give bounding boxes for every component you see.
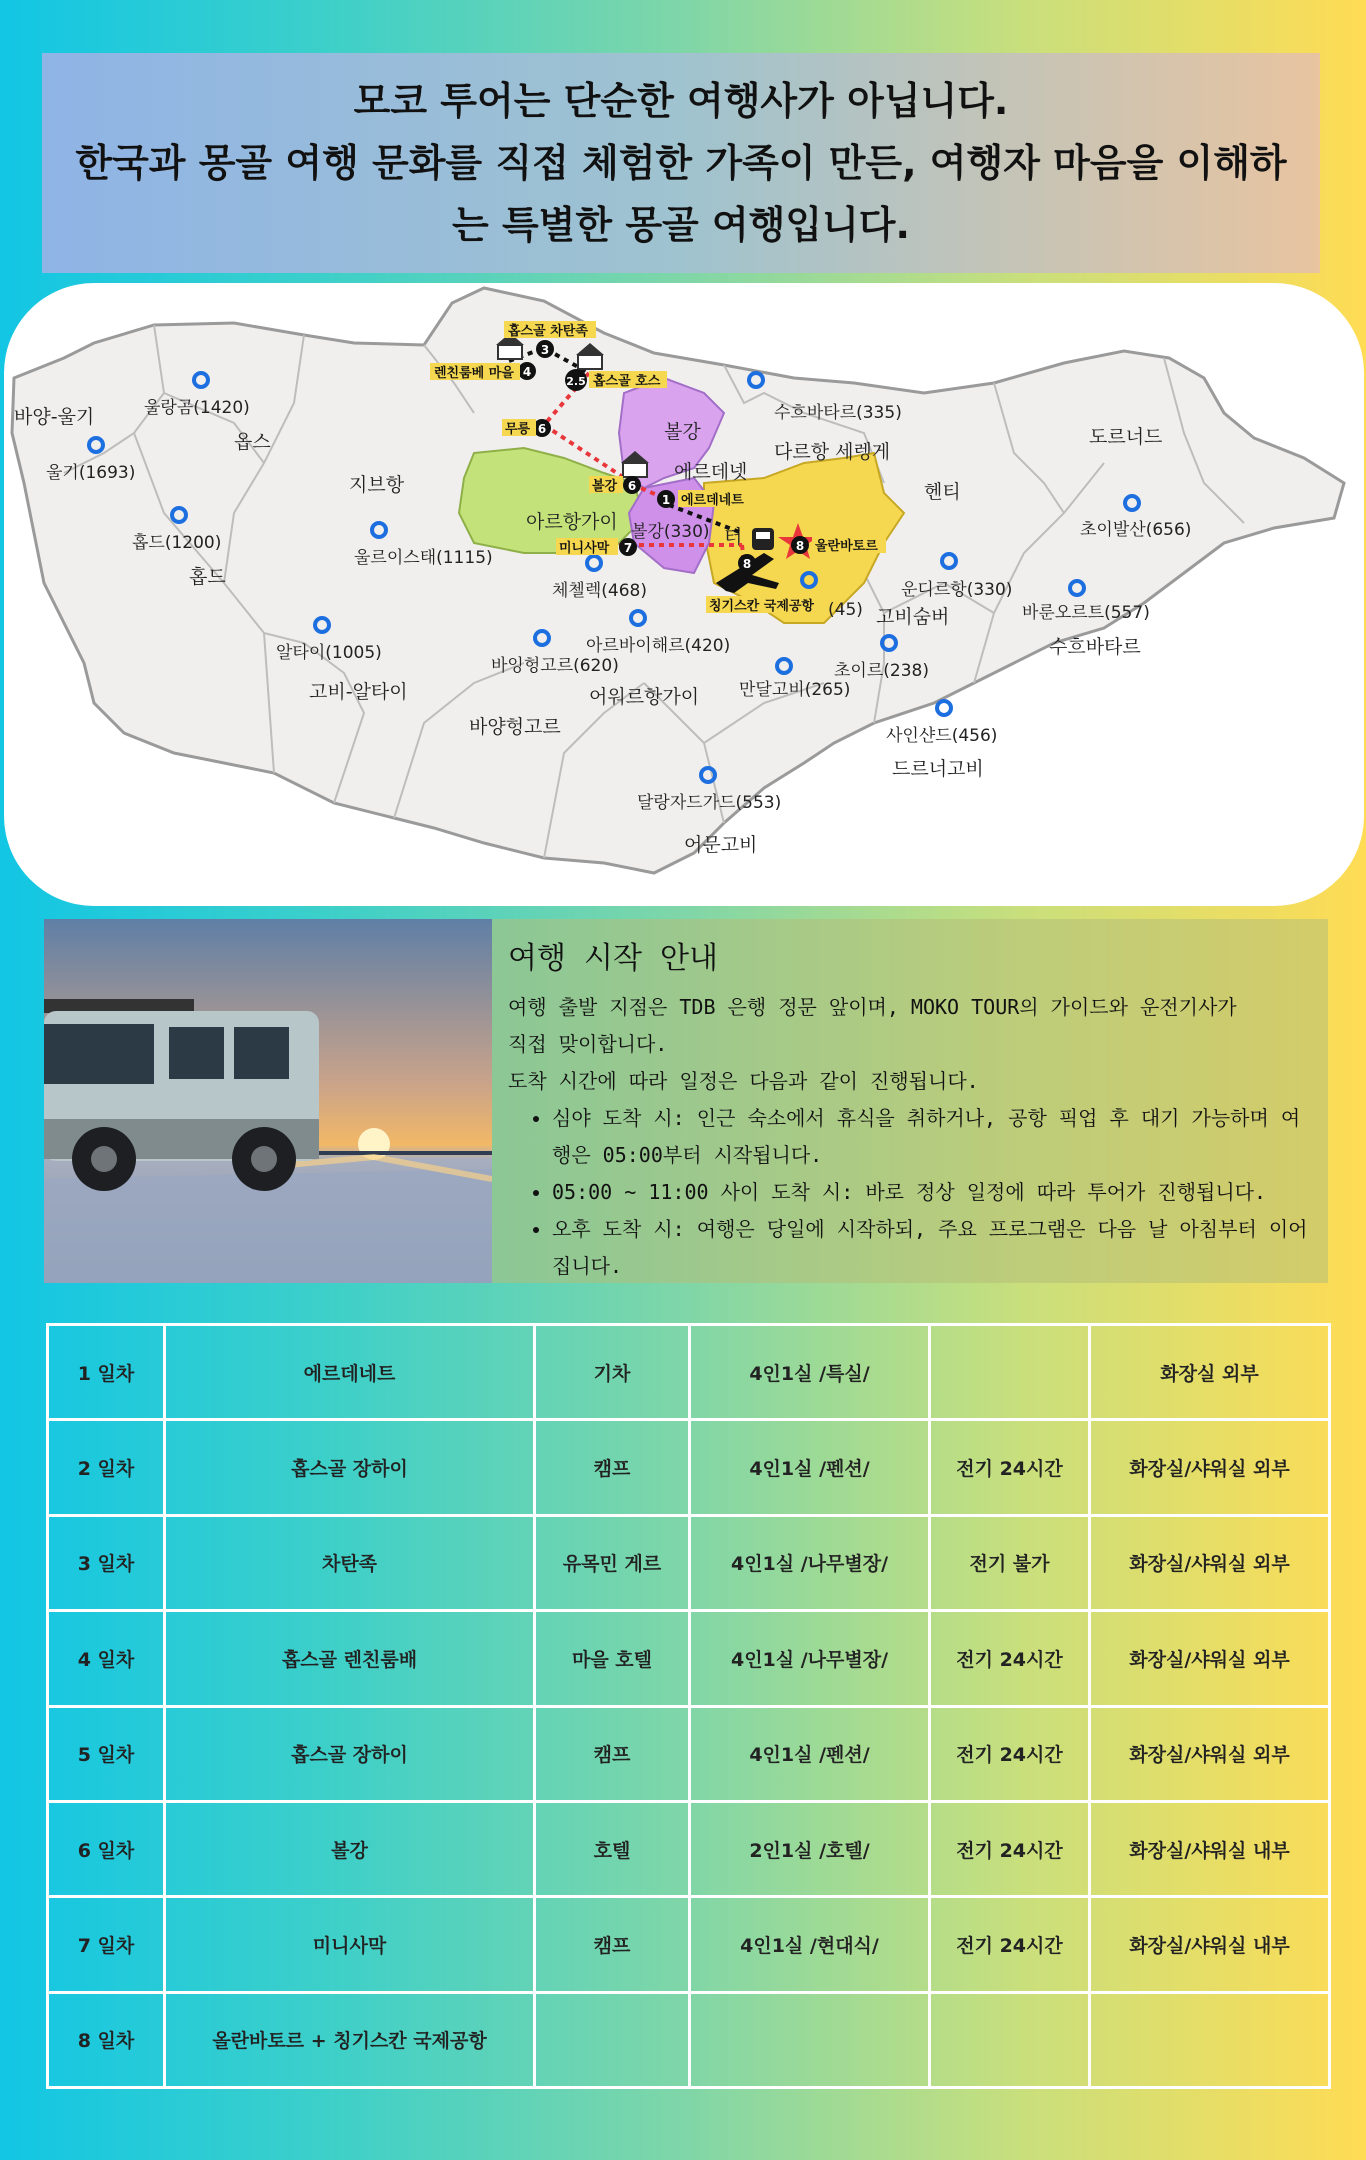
lodging-type-cell: 마을 호텔 bbox=[535, 1611, 690, 1706]
train-icon bbox=[752, 528, 774, 550]
city-label-undurkhaan: 운디르항(330) bbox=[901, 580, 1013, 600]
day-cell: 2 일차 bbox=[48, 1420, 165, 1515]
day-cell: 4 일차 bbox=[48, 1611, 165, 1706]
destination-cell: 미니사막 bbox=[165, 1897, 535, 1992]
electricity-cell: 전기 24시간 bbox=[930, 1611, 1090, 1706]
electricity-cell: 전기 24시간 bbox=[930, 1420, 1090, 1515]
badge-6-bulgan bbox=[623, 476, 641, 494]
room-cell: 4인1실 /나무별장/ bbox=[690, 1515, 930, 1610]
room-cell: 4인1실 /펜션/ bbox=[690, 1420, 930, 1515]
arrival-afternoon-line-1: 오후 도착 시: 여행은 당일에 시작하되, 주요 프로그램은 다음 날 아침부터 이어 bbox=[552, 1217, 1308, 1241]
electricity-cell: 전기 24시간 bbox=[930, 1801, 1090, 1896]
badge-4-text: 4 bbox=[522, 365, 532, 379]
table-row bbox=[48, 1325, 1330, 1420]
city-label-altai: 알타이(1005) bbox=[276, 643, 382, 663]
region-label-sukhbaatar: 수흐바타르 bbox=[1049, 636, 1141, 658]
region-label-selenge: 다르항 세렝게 bbox=[774, 441, 891, 463]
banner-line-1: 모코 투어는 단순한 여행사가 아닙니다. bbox=[353, 79, 1009, 123]
region-label-dornod: 도르너드 bbox=[1089, 426, 1163, 448]
day-cell: 8 일차 bbox=[48, 1992, 165, 2087]
city-label-zuunmod: (45) bbox=[828, 600, 863, 620]
city-label-choir: 초이르(238) bbox=[834, 661, 929, 681]
destination-cell: 에르데네트 bbox=[165, 1325, 535, 1420]
lodging-type-cell: 기차 bbox=[535, 1325, 690, 1420]
table-row bbox=[48, 1801, 1330, 1896]
arrival-morning-text: 05:00 ~ 11:00 사이 도착 시: 바로 정상 일정에 따라 투어가 진행됩니다. bbox=[552, 1180, 1267, 1204]
bathroom-cell: 화장실/샤워실 외부 bbox=[1090, 1515, 1330, 1610]
city-label-dalanzadgad: 달랑자드가드(553) bbox=[637, 793, 782, 813]
badge-3-text: 3 bbox=[540, 343, 550, 357]
badge-8-ub-text: 8 bbox=[795, 539, 805, 553]
region-label-govisumber: 고비숨버 bbox=[876, 606, 950, 628]
table-row bbox=[48, 1515, 1330, 1610]
region-label-arkhangai: 아르항가이 bbox=[526, 511, 618, 533]
itinerary-table bbox=[46, 1323, 1331, 2089]
city-label-ulaangom: 울랑곰(1420) bbox=[144, 398, 250, 418]
city-label-tsetserleg: 체첼렉(468) bbox=[552, 581, 647, 601]
route-label-ulaanbaatar: 울란바토르 bbox=[815, 539, 878, 554]
route-label-khovsgol-lake: 홉스골 호스 bbox=[593, 374, 661, 389]
info-paragraph-2: 직접 맞이합니다. bbox=[508, 1032, 668, 1056]
region-label-zavkhan: 지브항 bbox=[349, 474, 405, 496]
arrival-option-afternoon bbox=[552, 1211, 1320, 1285]
badge-6-bulgan-text: 6 bbox=[627, 479, 637, 493]
badge-3 bbox=[536, 340, 554, 358]
room-cell: 4인1실 /특실/ bbox=[690, 1325, 930, 1420]
city-label-arvaikheer: 아르바이해르(420) bbox=[586, 636, 731, 656]
region-label-bulgan: 볼강 bbox=[664, 421, 701, 443]
travel-start-text bbox=[508, 927, 1320, 1285]
region-label-govi-altai: 고비-알타이 bbox=[309, 681, 408, 703]
destination-cell: 올란바토르 + 칭기스칸 국제공항 bbox=[165, 1992, 535, 2087]
bathroom-cell: 화장실/샤워실 외부 bbox=[1090, 1611, 1330, 1706]
mongolia-map-card bbox=[4, 283, 1364, 906]
region-label-uvurkhangai: 어워르항가이 bbox=[589, 686, 700, 708]
electricity-cell bbox=[930, 1325, 1090, 1420]
room-cell bbox=[690, 1992, 930, 2087]
arrival-afternoon-line-2: 집니다. bbox=[552, 1254, 623, 1278]
banner-line-2: 한국과 몽골 여행 문화를 직접 체험한 가족이 만든, 여행자 마음을 이해하 bbox=[75, 141, 1287, 185]
day-cell: 5 일차 bbox=[48, 1706, 165, 1801]
destination-cell: 홉스골 장하이 bbox=[165, 1420, 535, 1515]
bathroom-cell: 화장실/샤워실 외부 bbox=[1090, 1706, 1330, 1801]
arrival-options-list bbox=[508, 1100, 1320, 1285]
lodging-type-cell: 캠프 bbox=[535, 1420, 690, 1515]
badge-1-text: 1 bbox=[661, 493, 671, 507]
table-row bbox=[48, 1706, 1330, 1801]
arrival-option-late-night bbox=[552, 1100, 1320, 1174]
badge-8-airport bbox=[738, 554, 756, 572]
badge-1 bbox=[657, 490, 675, 508]
lodging-type-cell: 호텔 bbox=[535, 1801, 690, 1896]
lodging-type-cell bbox=[535, 1992, 690, 2087]
badge-2-5 bbox=[565, 369, 587, 391]
city-label-uliastai: 울르이스태(1115) bbox=[354, 548, 493, 568]
table-row bbox=[48, 1992, 1330, 2087]
bathroom-cell: 화장실/샤워실 내부 bbox=[1090, 1897, 1330, 1992]
day-cell: 7 일차 bbox=[48, 1897, 165, 1992]
badge-7-text: 7 bbox=[623, 541, 633, 555]
city-marker-sainshand bbox=[937, 701, 951, 715]
destination-cell: 차탄족 bbox=[165, 1515, 535, 1610]
lodging-type-cell: 유목민 게르 bbox=[535, 1515, 690, 1610]
city-label-choibalsan: 초이발산(656) bbox=[1080, 520, 1192, 540]
badge-7 bbox=[619, 538, 637, 556]
city-label-sainshand: 사인샨드(456) bbox=[886, 726, 998, 746]
room-cell: 4인1실 /현대식/ bbox=[690, 1897, 930, 1992]
route-label-chatan: 홉스골 차탄족 bbox=[508, 324, 588, 339]
city-label-ulgii: 울기(1693) bbox=[46, 463, 136, 483]
badge-6-muren-text: 6 bbox=[537, 422, 547, 436]
route-label-mini-desert: 미니사막 bbox=[559, 541, 610, 556]
bathroom-cell: 화장실 외부 bbox=[1090, 1325, 1330, 1420]
arrival-late-night-line-1: 심야 도착 시: 인근 숙소에서 휴식을 취하거나, 공항 픽업 후 대기 가능하며 여 bbox=[552, 1106, 1301, 1130]
badge-8-airport-text: 8 bbox=[742, 557, 752, 571]
lodging-type-cell: 캠프 bbox=[535, 1706, 690, 1801]
bathroom-cell: 화장실/샤워실 내부 bbox=[1090, 1801, 1330, 1896]
room-cell: 4인1실 /펜션/ bbox=[690, 1706, 930, 1801]
info-paragraph-1: 여행 출발 지점은 TDB 은행 정문 앞이며, MOKO TOUR의 가이드와 운전기사가 bbox=[508, 995, 1237, 1019]
lodging-type-cell: 캠프 bbox=[535, 1897, 690, 1992]
travel-start-info bbox=[44, 919, 1328, 1283]
destination-cell: 홉스골 장하이 bbox=[165, 1706, 535, 1801]
city-label-baruun-urt: 바룬오르트(557) bbox=[1022, 603, 1150, 623]
city-label-bayankhongor: 바잉헝고르(620) bbox=[491, 656, 619, 676]
electricity-cell bbox=[930, 1992, 1090, 2087]
badge-4 bbox=[518, 362, 536, 380]
room-cell: 4인1실 /나무별장/ bbox=[690, 1611, 930, 1706]
bathroom-cell: 화장실/샤워실 외부 bbox=[1090, 1420, 1330, 1515]
route-label-muren: 무릉 bbox=[505, 422, 531, 437]
intro-banner bbox=[42, 53, 1320, 273]
city-label-bulgan: 볼강(330) bbox=[631, 522, 710, 542]
day-cell: 3 일차 bbox=[48, 1515, 165, 1610]
van-sunset-photo bbox=[44, 919, 492, 1283]
table-row bbox=[48, 1420, 1330, 1515]
badge-2-5-text: 2.5 bbox=[566, 375, 586, 388]
route-label-airport: 칭기스칸 국제공항 bbox=[709, 599, 814, 614]
electricity-cell: 전기 24시간 bbox=[930, 1706, 1090, 1801]
room-cell: 2인1실 /호텔/ bbox=[690, 1801, 930, 1896]
region-label-uvs: 옵스 bbox=[234, 431, 271, 453]
route-label-erdenet: 에르데네트 bbox=[681, 493, 744, 508]
region-label-bayankhongor: 바양헝고르 bbox=[469, 716, 561, 738]
region-label-khovd: 홉드 bbox=[189, 566, 226, 588]
electricity-cell: 전기 24시간 bbox=[930, 1897, 1090, 1992]
region-label-umnugovi: 어문고비 bbox=[684, 834, 758, 856]
table-row bbox=[48, 1611, 1330, 1706]
table-row bbox=[48, 1897, 1330, 1992]
region-label-khentii: 헨티 bbox=[924, 481, 961, 503]
region-label-bayan-ulgii: 바양-울기 bbox=[14, 406, 95, 428]
mongolia-route-map bbox=[4, 283, 1364, 906]
region-label-tuv: 터 bbox=[724, 526, 743, 548]
destination-cell: 볼강 bbox=[165, 1801, 535, 1896]
destination-cell: 홉스골 렌친룸배 bbox=[165, 1611, 535, 1706]
day-cell: 6 일차 bbox=[48, 1801, 165, 1896]
banner-line-3: 는 특별한 몽골 여행입니다. bbox=[452, 203, 910, 247]
city-label-khovd: 홉드(1200) bbox=[132, 533, 222, 553]
info-title: 여행 시작 안내 bbox=[508, 941, 719, 976]
region-label-dornogovi: 드르너고비 bbox=[892, 758, 984, 780]
city-label-sukhbaatar: 수흐바타르(335) bbox=[774, 403, 902, 423]
day-cell: 1 일차 bbox=[48, 1325, 165, 1420]
electricity-cell: 전기 불가 bbox=[930, 1515, 1090, 1610]
info-paragraph-3: 도착 시간에 따라 일정은 다음과 같이 진행됩니다. bbox=[508, 1069, 979, 1093]
arrival-option-morning bbox=[552, 1174, 1320, 1211]
city-label-mandalgovi: 만달고비(265) bbox=[739, 680, 851, 700]
arrival-late-night-line-2: 행은 05:00부터 시작됩니다. bbox=[552, 1143, 823, 1167]
route-label-renchin: 렌친룸베 마을 bbox=[434, 366, 514, 381]
bathroom-cell bbox=[1090, 1992, 1330, 2087]
route-label-bulgan: 볼강 bbox=[592, 479, 618, 494]
badge-8-ub bbox=[791, 536, 809, 554]
region-label-orkhon: 에르데넷 bbox=[674, 461, 748, 483]
